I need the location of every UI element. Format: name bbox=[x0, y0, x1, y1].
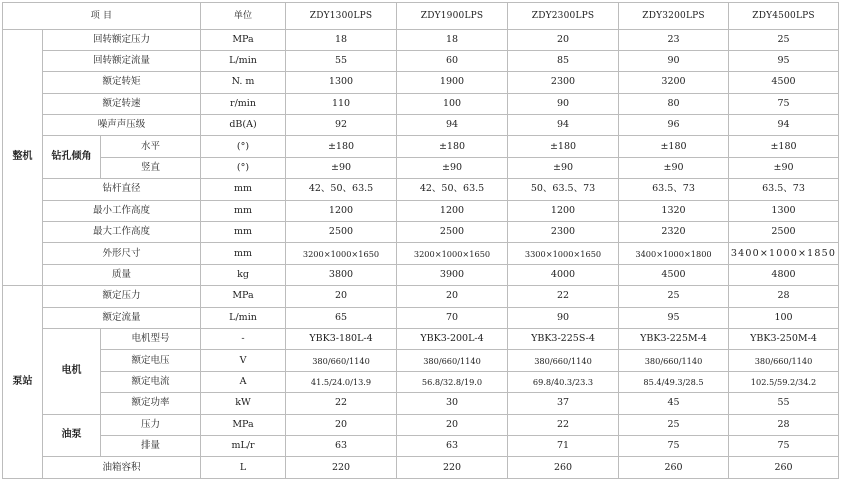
table-row bbox=[3, 435, 839, 456]
group-motor: 电机 bbox=[43, 328, 101, 414]
row-value: 22 bbox=[508, 286, 619, 307]
row-value: 90 bbox=[619, 50, 729, 71]
row-unit: - bbox=[201, 328, 286, 349]
row-label: 排量 bbox=[101, 435, 201, 456]
row-value: 260 bbox=[729, 457, 839, 479]
row-value: 2500 bbox=[286, 222, 397, 243]
row-value: 55 bbox=[286, 50, 397, 71]
table-row bbox=[3, 457, 839, 479]
row-value: 94 bbox=[397, 115, 508, 136]
header-unit: 单位 bbox=[201, 3, 286, 30]
row-value: 260 bbox=[619, 457, 729, 479]
row-value: 220 bbox=[286, 457, 397, 479]
row-value: 92 bbox=[286, 115, 397, 136]
row-value: 63.5、73 bbox=[729, 179, 839, 200]
row-value: 380/660/1140 bbox=[729, 350, 839, 371]
header-model: ZDY1900LPS bbox=[397, 3, 508, 30]
row-unit: r/min bbox=[201, 93, 286, 114]
row-value: 25 bbox=[729, 29, 839, 50]
row-label: 质量 bbox=[43, 264, 201, 285]
row-value: 2500 bbox=[729, 222, 839, 243]
row-value: 20 bbox=[397, 286, 508, 307]
row-label: 电机型号 bbox=[101, 328, 201, 349]
row-value: ±90 bbox=[729, 157, 839, 178]
row-unit: mm bbox=[201, 243, 286, 264]
row-value: YBK3-225S-4 bbox=[508, 328, 619, 349]
group-machine: 整机 bbox=[3, 29, 43, 286]
row-value: 3200×1000×1650 bbox=[397, 243, 508, 264]
row-value: YBK3-225M-4 bbox=[619, 328, 729, 349]
row-value: 63 bbox=[397, 435, 508, 456]
header-model: ZDY2300LPS bbox=[508, 3, 619, 30]
row-label: 额定功率 bbox=[101, 393, 201, 414]
table-row bbox=[3, 264, 839, 285]
header-model: ZDY4500LPS bbox=[729, 3, 839, 30]
row-value: 110 bbox=[286, 93, 397, 114]
row-value: 1300 bbox=[729, 200, 839, 221]
row-value: 80 bbox=[619, 93, 729, 114]
table-row bbox=[3, 371, 839, 392]
row-value: 37 bbox=[508, 393, 619, 414]
row-value: 25 bbox=[619, 286, 729, 307]
row-value: 3400×1000×1800 bbox=[619, 243, 729, 264]
row-value: 90 bbox=[508, 93, 619, 114]
row-value: 25 bbox=[619, 414, 729, 435]
row-value: YBK3-200L-4 bbox=[397, 328, 508, 349]
row-label: 额定转速 bbox=[43, 93, 201, 114]
row-value: 1320 bbox=[619, 200, 729, 221]
row-label: 油箱容积 bbox=[43, 457, 201, 479]
row-value: 220 bbox=[397, 457, 508, 479]
row-unit: MPa bbox=[201, 414, 286, 435]
row-value: 63 bbox=[286, 435, 397, 456]
row-value: 85.4/49.3/28.5 bbox=[619, 371, 729, 392]
table-row bbox=[3, 393, 839, 414]
row-label: 额定电流 bbox=[101, 371, 201, 392]
row-label: 水平 bbox=[101, 136, 201, 157]
row-value: 95 bbox=[619, 307, 729, 328]
row-label: 额定流量 bbox=[43, 307, 201, 328]
row-value: 75 bbox=[729, 435, 839, 456]
table-row bbox=[3, 115, 839, 136]
row-value: 69.8/40.3/23.3 bbox=[508, 371, 619, 392]
row-value: 3300×1000×1650 bbox=[508, 243, 619, 264]
row-value: 100 bbox=[729, 307, 839, 328]
row-label: 额定转矩 bbox=[43, 72, 201, 93]
row-unit: A bbox=[201, 371, 286, 392]
row-value: 3900 bbox=[397, 264, 508, 285]
row-value: 4800 bbox=[729, 264, 839, 285]
row-value: 23 bbox=[619, 29, 729, 50]
row-unit: L/min bbox=[201, 50, 286, 71]
group-pump-station: 泵站 bbox=[3, 286, 43, 479]
table-body bbox=[3, 3, 839, 479]
row-unit: kW bbox=[201, 393, 286, 414]
row-value: 90 bbox=[508, 307, 619, 328]
row-unit: L bbox=[201, 457, 286, 479]
row-unit: mm bbox=[201, 179, 286, 200]
row-value: 22 bbox=[508, 414, 619, 435]
row-unit: MPa bbox=[201, 286, 286, 307]
row-value: 50、63.5、73 bbox=[508, 179, 619, 200]
spec-table bbox=[2, 2, 839, 479]
row-value: 1900 bbox=[397, 72, 508, 93]
row-value: ±90 bbox=[508, 157, 619, 178]
row-value: 4000 bbox=[508, 264, 619, 285]
row-value: 95 bbox=[729, 50, 839, 71]
row-unit: MPa bbox=[201, 29, 286, 50]
row-value: ±180 bbox=[508, 136, 619, 157]
row-label: 回转额定压力 bbox=[43, 29, 201, 50]
row-value: ±180 bbox=[619, 136, 729, 157]
row-value: ±90 bbox=[619, 157, 729, 178]
row-value: 3200 bbox=[619, 72, 729, 93]
row-value: 1200 bbox=[286, 200, 397, 221]
table-row bbox=[3, 286, 839, 307]
row-value: 41.5/24.0/13.9 bbox=[286, 371, 397, 392]
row-value: 65 bbox=[286, 307, 397, 328]
row-value: 42、50、63.5 bbox=[286, 179, 397, 200]
row-value: 260 bbox=[508, 457, 619, 479]
header-item: 项 目 bbox=[3, 3, 201, 30]
row-unit: kg bbox=[201, 264, 286, 285]
row-value: 3400×1000×1850 bbox=[729, 243, 839, 264]
row-value: 30 bbox=[397, 393, 508, 414]
group-drill-angle: 钻孔倾角 bbox=[43, 136, 101, 179]
row-value: ±180 bbox=[729, 136, 839, 157]
row-value: 63.5、73 bbox=[619, 179, 729, 200]
row-value: 94 bbox=[508, 115, 619, 136]
table-row bbox=[3, 200, 839, 221]
table-row bbox=[3, 50, 839, 71]
row-value: ±180 bbox=[397, 136, 508, 157]
row-value: 60 bbox=[397, 50, 508, 71]
row-label: 最大工作高度 bbox=[43, 222, 201, 243]
row-value: 22 bbox=[286, 393, 397, 414]
row-unit: (°) bbox=[201, 157, 286, 178]
table-row bbox=[3, 72, 839, 93]
row-value: 18 bbox=[397, 29, 508, 50]
row-value: 3200×1000×1650 bbox=[286, 243, 397, 264]
row-value: 18 bbox=[286, 29, 397, 50]
row-value: 75 bbox=[729, 93, 839, 114]
row-value: 2320 bbox=[619, 222, 729, 243]
row-label: 噪声声压级 bbox=[43, 115, 201, 136]
table-row bbox=[3, 328, 839, 349]
table-row bbox=[3, 307, 839, 328]
table-row bbox=[3, 136, 839, 157]
row-value: ±90 bbox=[397, 157, 508, 178]
header-row bbox=[3, 3, 839, 30]
row-value: 1200 bbox=[508, 200, 619, 221]
row-value: 2300 bbox=[508, 222, 619, 243]
table-row bbox=[3, 93, 839, 114]
row-label: 最小工作高度 bbox=[43, 200, 201, 221]
row-label: 外形尺寸 bbox=[43, 243, 201, 264]
row-label: 额定电压 bbox=[101, 350, 201, 371]
row-unit: mm bbox=[201, 200, 286, 221]
row-value: 20 bbox=[286, 414, 397, 435]
row-value: 380/660/1140 bbox=[286, 350, 397, 371]
row-label: 钻杆直径 bbox=[43, 179, 201, 200]
row-value: 4500 bbox=[729, 72, 839, 93]
row-value: 4500 bbox=[619, 264, 729, 285]
row-value: 56.8/32.8/19.0 bbox=[397, 371, 508, 392]
table-row bbox=[3, 350, 839, 371]
row-value: 85 bbox=[508, 50, 619, 71]
row-value: ±180 bbox=[286, 136, 397, 157]
row-value: 2500 bbox=[397, 222, 508, 243]
row-value: 2300 bbox=[508, 72, 619, 93]
row-value: 55 bbox=[729, 393, 839, 414]
header-model: ZDY3200LPS bbox=[619, 3, 729, 30]
row-value: 70 bbox=[397, 307, 508, 328]
row-unit: L/min bbox=[201, 307, 286, 328]
row-value: 100 bbox=[397, 93, 508, 114]
row-value: 45 bbox=[619, 393, 729, 414]
row-label: 额定压力 bbox=[43, 286, 201, 307]
row-unit: (°) bbox=[201, 136, 286, 157]
row-value: 380/660/1140 bbox=[508, 350, 619, 371]
table-row bbox=[3, 243, 839, 264]
row-value: YBK3-180L-4 bbox=[286, 328, 397, 349]
row-value: 1200 bbox=[397, 200, 508, 221]
row-label: 回转额定流量 bbox=[43, 50, 201, 71]
row-value: YBK3-250M-4 bbox=[729, 328, 839, 349]
row-value: 96 bbox=[619, 115, 729, 136]
row-value: 28 bbox=[729, 286, 839, 307]
table-row bbox=[3, 29, 839, 50]
row-value: 20 bbox=[397, 414, 508, 435]
row-value: 20 bbox=[286, 286, 397, 307]
row-unit: mm bbox=[201, 222, 286, 243]
table-row bbox=[3, 179, 839, 200]
row-value: 380/660/1140 bbox=[619, 350, 729, 371]
row-value: 71 bbox=[508, 435, 619, 456]
row-value: 28 bbox=[729, 414, 839, 435]
row-value: ±90 bbox=[286, 157, 397, 178]
row-unit: V bbox=[201, 350, 286, 371]
row-value: 42、50、63.5 bbox=[397, 179, 508, 200]
row-unit: dB(A) bbox=[201, 115, 286, 136]
group-oil-pump: 油泵 bbox=[43, 414, 101, 457]
row-value: 102.5/59.2/34.2 bbox=[729, 371, 839, 392]
row-label: 压力 bbox=[101, 414, 201, 435]
row-value: 380/660/1140 bbox=[397, 350, 508, 371]
table-row bbox=[3, 414, 839, 435]
row-label: 竖直 bbox=[101, 157, 201, 178]
row-value: 20 bbox=[508, 29, 619, 50]
row-value: 75 bbox=[619, 435, 729, 456]
header-model: ZDY1300LPS bbox=[286, 3, 397, 30]
row-value: 1300 bbox=[286, 72, 397, 93]
row-unit: N. m bbox=[201, 72, 286, 93]
table-row bbox=[3, 222, 839, 243]
row-unit: mL/r bbox=[201, 435, 286, 456]
table-row bbox=[3, 157, 839, 178]
row-value: 94 bbox=[729, 115, 839, 136]
row-value: 3800 bbox=[286, 264, 397, 285]
